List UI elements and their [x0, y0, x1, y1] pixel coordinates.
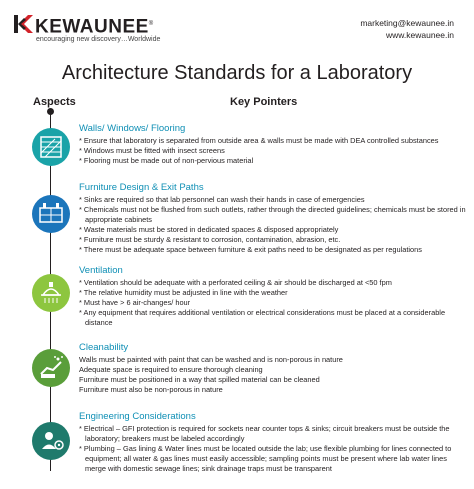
ventilation-points: [79, 278, 469, 328]
engineering-point: * Plumbing – Gas lining & Water lines must be located outside the lab; use flexible plumbing for lines connected to equipment; all water & gas lines must easily accessible; sampling points must be present where lab water lines merge with domestic sewage lines; sink drainage traps must be transparent: [79, 444, 452, 473]
cleanability-point: Furniture must also be non-porous in nature: [79, 385, 223, 394]
furniture-point: * Furniture must be sturdy & resistant to corrosion, contamination, abrasion, etc.: [79, 235, 341, 244]
furniture-points: [79, 195, 469, 255]
walls-point: * Ensure that laboratory is separated from outside area & walls must be made with DEA controlled substances: [79, 136, 439, 145]
cleanability-point: Adequate space is required to ensure thorough cleaning: [79, 365, 263, 374]
key-pointers-column-heading: Key Pointers: [230, 96, 298, 108]
cleanability-point: Walls must be painted with paint that can be washed and is non-porous in nature: [79, 355, 343, 364]
contact-email[interactable]: marketing@kewaunee.in: [360, 18, 454, 28]
engineering-points: [79, 424, 469, 474]
furniture-point: * Sinks are required so that lab personnel can wash their hands in case of emergencies: [79, 195, 365, 204]
timeline-start-dot: [47, 108, 54, 115]
ventilation-badge: [31, 273, 71, 313]
walls-points: [79, 136, 469, 166]
page-title: Architecture Standards for a Laboratory: [61, 62, 413, 84]
brand-name: KEWAUNEE®: [35, 16, 154, 38]
furniture-point: * Chemicals must not be flushed from such outlets, rather through the directed guidelines; chemicals must be stored in appropriate cabinets: [79, 205, 466, 224]
furniture-point: * There must be adequate space between furniture & exit paths need to be designated as per regulations: [79, 245, 422, 254]
aspects-column-heading: Aspects: [33, 96, 76, 108]
engineer-gear-icon: [31, 421, 71, 461]
contact-info: [360, 17, 454, 41]
kewaunee-k-icon: [14, 14, 34, 34]
cleanability-points: [79, 355, 469, 395]
furniture-badge: [31, 194, 71, 234]
kewaunee-logo: [14, 14, 184, 46]
lab-furniture-icon: [31, 194, 71, 234]
wall-brick-icon: [31, 127, 71, 167]
ventilation-point: * Any equipment that requires additional ventilation or electrical considerations must be placed at a considerable distance: [79, 308, 446, 327]
walls-point: * Windows must be fitted with insect screens: [79, 146, 225, 155]
engineering-title: Engineering Considerations: [79, 411, 196, 422]
ventilation-hood-icon: [31, 273, 71, 313]
furniture-point: * Waste materials must be stored in dedicated spaces & disposed appropriately: [79, 225, 339, 234]
walls-point: * Flooring must be made out of non-pervious material: [79, 156, 254, 165]
furniture-title: Furniture Design & Exit Paths: [79, 182, 204, 193]
engineering-badge: [31, 421, 71, 461]
walls-title: Walls/ Windows/ Flooring: [79, 123, 186, 134]
brand-tagline: encouraging new discovery…Worldwide: [36, 36, 161, 43]
walls-badge: [31, 127, 71, 167]
page-header: [0, 0, 474, 60]
cleanability-point: Furniture must be positioned in a way that spilled material can be cleaned: [79, 375, 320, 384]
ventilation-point: * The relative humidity must be adjusted in line with the weather: [79, 288, 288, 297]
ventilation-point: * Must have > 6 air-changes/ hour: [79, 298, 191, 307]
contact-website[interactable]: www.kewaunee.in: [385, 30, 454, 40]
cleanability-title: Cleanability: [79, 342, 129, 353]
ventilation-point: * Ventilation should be adequate with a perforated ceiling & air should be discharged at <50 fpm: [79, 278, 392, 287]
cleanability-badge: [31, 348, 71, 388]
engineering-point: * Electrical – GFI protection is required for sockets near counter tops & sinks; circuit breakers must be outside the laboratory; breakers must be labeled accordingly: [79, 424, 450, 443]
cleaning-hand-icon: [31, 348, 71, 388]
ventilation-title: Ventilation: [79, 265, 123, 276]
